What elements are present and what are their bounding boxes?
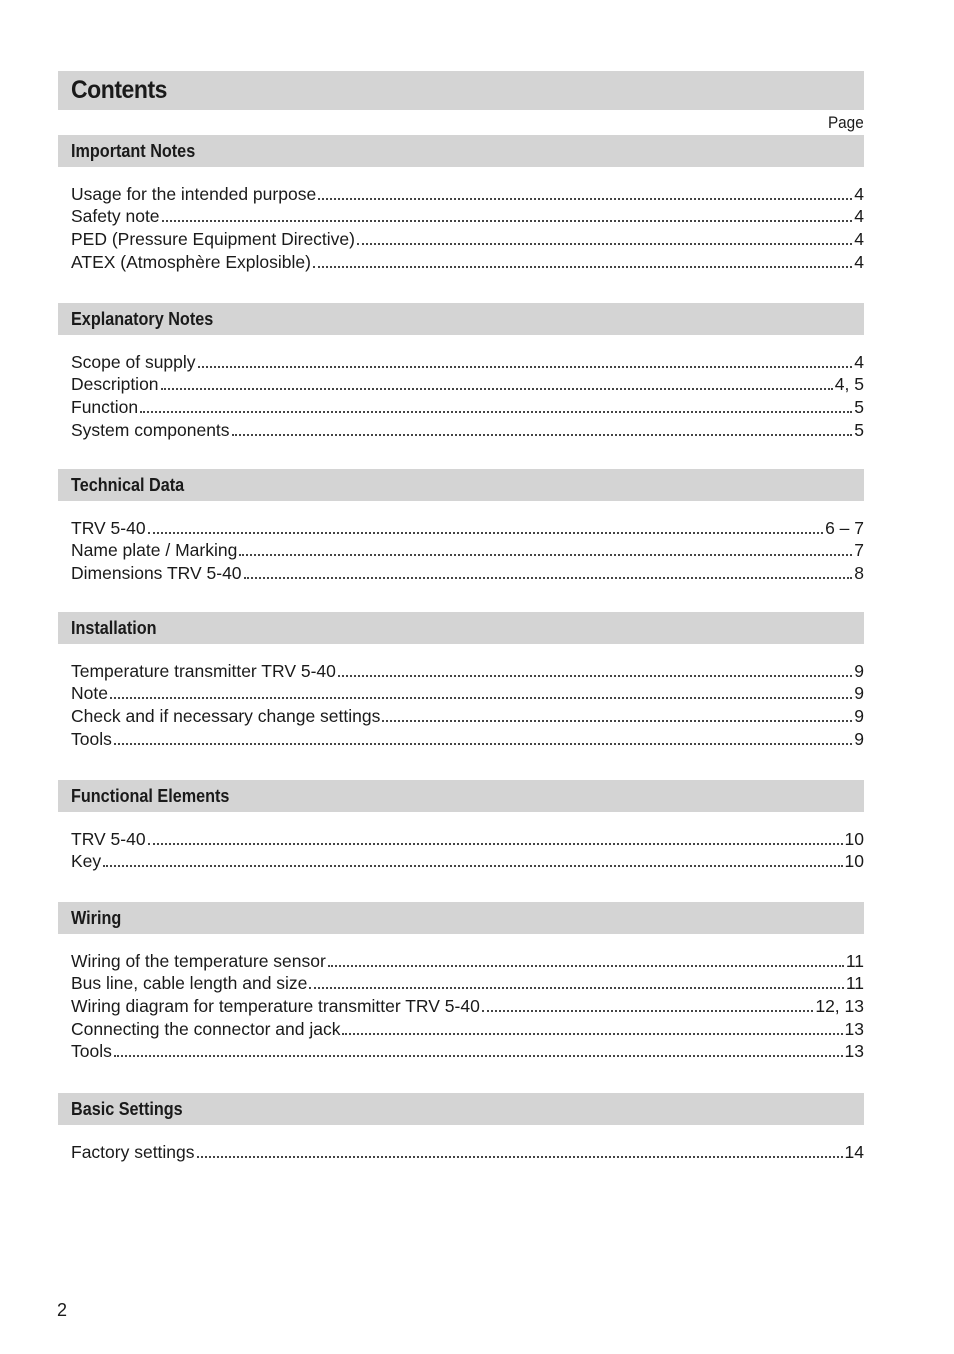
toc-entry[interactable]: Bus line, cable length and size 11 — [71, 973, 864, 994]
toc-entry[interactable]: System components 5 — [71, 419, 864, 440]
toc-entry[interactable]: Scope of supply 4 — [71, 351, 864, 372]
toc-entry[interactable]: Safety note 4 — [71, 206, 864, 227]
toc-entry[interactable]: ATEX (Atmosphère Explosible) 4 — [71, 251, 864, 272]
section-heading: Explanatory Notes — [58, 303, 864, 335]
toc-entry[interactable]: Function 5 — [71, 397, 864, 418]
toc-entry[interactable]: TRV 5-40 6 – 7 — [71, 517, 864, 538]
toc-entry[interactable]: Key 10 — [71, 851, 864, 872]
toc-entry[interactable]: Factory settings 14 — [71, 1141, 864, 1162]
toc-entry[interactable]: TRV 5-40 10 — [71, 828, 864, 849]
toc-entry[interactable]: Wiring of the temperature sensor 11 — [71, 950, 864, 971]
toc-entry[interactable]: Name plate / Marking 7 — [71, 540, 864, 561]
toc-entry[interactable]: Connecting the connector and jack 13 — [71, 1018, 864, 1039]
section-wiring — [58, 902, 864, 1061]
toc-entry[interactable]: Wiring diagram for temperature transmitter TRV 5-40 12, 13 — [71, 996, 864, 1017]
toc-entry[interactable]: Tools 9 — [71, 728, 864, 749]
section-heading: Functional Elements — [58, 780, 864, 812]
toc-entry[interactable]: PED (Pressure Equipment Directive) 4 — [71, 229, 864, 250]
section-heading: Basic Settings — [58, 1093, 864, 1125]
contents-title-bar — [58, 71, 864, 110]
section-functional-elements — [58, 780, 864, 871]
section-heading: Technical Data — [58, 469, 864, 501]
section-installation — [58, 612, 864, 749]
toc-entry[interactable]: Check and if necessary change settings 9 — [71, 706, 864, 727]
toc-entry[interactable]: Description 4, 5 — [71, 374, 864, 395]
section-important-notes — [58, 135, 864, 272]
section-technical-data — [58, 469, 864, 583]
section-heading: Installation — [58, 612, 864, 644]
section-basic-settings — [58, 1093, 864, 1162]
toc-entry[interactable]: Dimensions TRV 5-40 8 — [71, 563, 864, 584]
page-title: Contents — [71, 76, 167, 104]
section-heading: Important Notes — [58, 135, 864, 167]
toc-entry[interactable]: Temperature transmitter TRV 5-40 9 — [71, 660, 864, 681]
page-column-label: Page — [828, 113, 864, 132]
page-number: 2 — [57, 1300, 68, 1320]
section-heading: Wiring — [58, 902, 864, 934]
toc-entry[interactable]: Usage for the intended purpose 4 — [71, 183, 864, 204]
toc-entry[interactable]: Note 9 — [71, 683, 864, 704]
section-explanatory-notes — [58, 303, 864, 440]
toc-entry[interactable]: Tools 13 — [71, 1041, 864, 1062]
